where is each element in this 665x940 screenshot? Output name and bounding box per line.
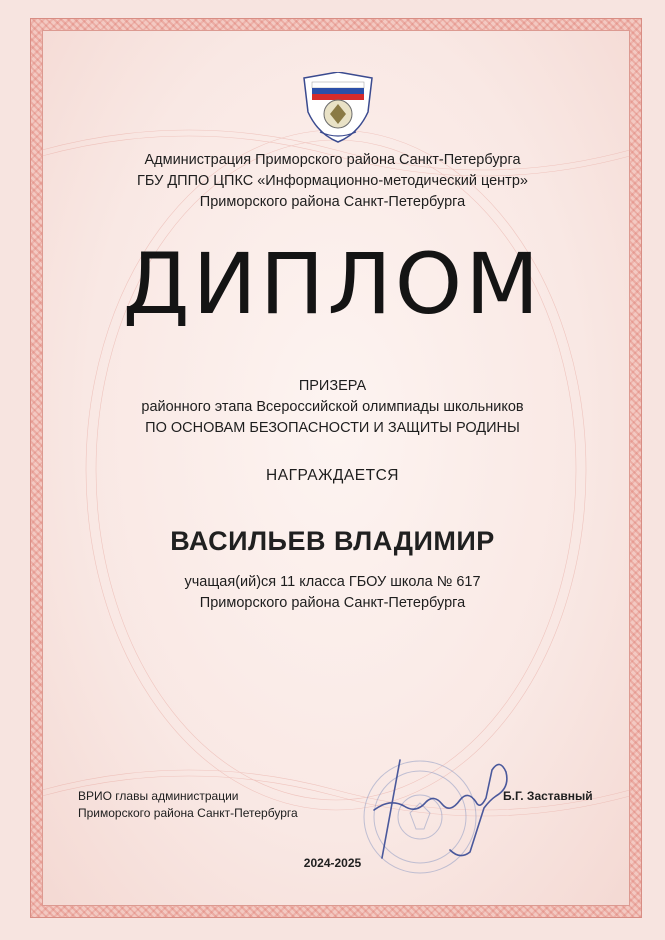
signatory-name: Б.Г. Заставный	[503, 789, 593, 803]
subtitle-line-3: ПО ОСНОВАМ БЕЗОПАСНОСТИ И ЗАЩИТЫ РОДИНЫ	[145, 420, 520, 436]
awarded-label: НАГРАЖДАЕТСЯ	[266, 467, 399, 484]
recipient-school-line-1: учащая(ий)ся 11 класса ГБОУ школа № 617	[184, 574, 481, 590]
org-line-3: Приморского района Санкт-Петербурга	[199, 194, 466, 210]
org-line-2: ГБУ ДППО ЦПКС «Информационно-методический центр»	[137, 173, 528, 189]
subtitle-line-2: районного этапа Всероссийской олимпиады школьников	[141, 399, 524, 415]
recipient-school-line-2: Приморского района Санкт-Петербурга	[199, 595, 466, 611]
recipient-name: ВАСИЛЬЕВ ВЛАДИМИР	[170, 526, 495, 556]
org-line-1: Администрация Приморского района Санкт-Петербурга	[144, 152, 521, 168]
signatory-position-line-1: ВРИО главы администрации	[78, 789, 239, 803]
diploma-title: ДИПЛОМ	[122, 235, 543, 333]
academic-year: 2024-2025	[303, 856, 362, 870]
signatory-position-line-2: Приморского района Санкт-Петербурга	[78, 806, 298, 820]
subtitle-line-1: ПРИЗЕРА	[298, 378, 367, 394]
olympiad-logo-icon	[298, 72, 378, 144]
signature-icon	[360, 740, 520, 870]
signatory-position	[78, 788, 348, 822]
